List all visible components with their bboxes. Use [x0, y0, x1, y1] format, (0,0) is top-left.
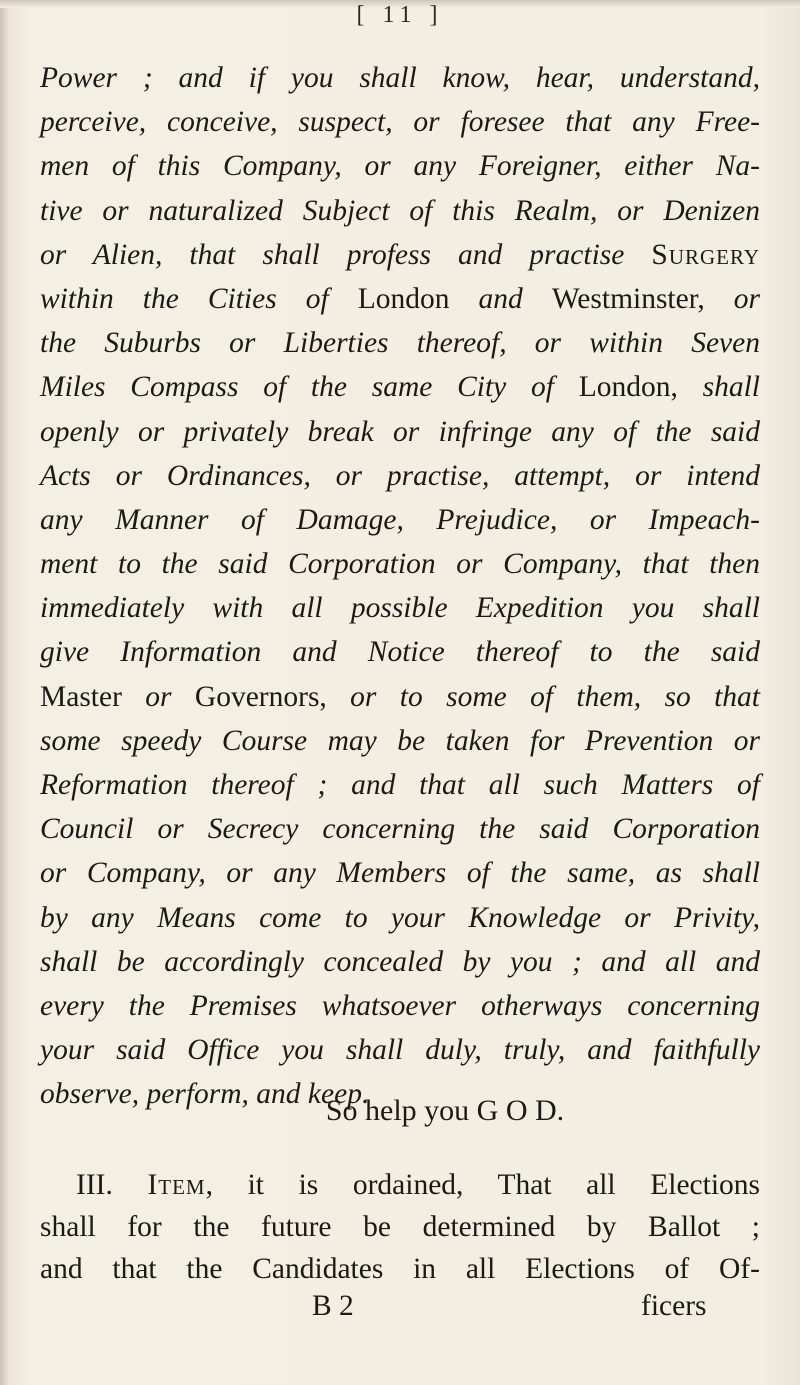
oath-line	[40, 807, 760, 851]
oath-line	[40, 498, 760, 542]
item-iii-paragraph	[40, 1164, 760, 1290]
text-run: men of this Company, or any Foreigner, either Na-	[40, 150, 760, 183]
oath-line	[40, 542, 760, 586]
text-run: Reformation thereof ; and that all such Matters of	[40, 769, 760, 801]
text-run: or Company, or any Members of the same, as shall	[40, 857, 760, 890]
text-run: shall be accordingly concealed by you ; and all and	[40, 945, 760, 978]
catchword: ficers	[641, 1290, 707, 1322]
text-run: give Information and Notice thereof to the said	[40, 636, 760, 669]
text-run: Item	[147, 1169, 206, 1201]
text-run: by any Means come to your Knowledge or Privity,	[40, 901, 760, 934]
text-run: Surgery	[651, 238, 760, 271]
text-run: Governors,	[194, 680, 327, 713]
oath-line	[40, 1028, 760, 1072]
text-run: immediately with all possible Expedition you shall	[40, 592, 760, 625]
oath-line	[40, 763, 760, 807]
text-run: openly or privately break or infringe any of the said	[40, 415, 760, 448]
oath-line	[40, 410, 760, 454]
text-run: within the Cities of	[40, 282, 358, 315]
oath-line	[40, 233, 760, 277]
text-run: or	[121, 680, 195, 713]
oath-line	[40, 940, 760, 984]
oath-closing: So help you G O D.	[325, 1094, 565, 1127]
item-line	[40, 1206, 760, 1248]
item-line	[40, 1164, 760, 1206]
oath-line	[40, 675, 760, 719]
oath-line	[40, 454, 760, 498]
text-run: Westminster,	[551, 282, 705, 315]
text-run: or to some of them, so that	[326, 680, 761, 713]
text-run: III.	[76, 1169, 148, 1201]
page-gutter-shadow	[0, 0, 8, 1385]
text-run: or	[704, 282, 761, 315]
text-run: your said Office you shall duly, truly, and faithfully	[40, 1034, 760, 1067]
oath-line	[40, 365, 760, 409]
item-line	[40, 1248, 760, 1290]
oath-line	[40, 984, 760, 1028]
oath-line	[40, 851, 760, 895]
text-run: or Alien, that shall profess and practise	[40, 238, 652, 271]
text-run: and that the Candidates in all Elections of Of-	[40, 1253, 760, 1285]
text-run: every the Premises whatsoever otherways concerning	[40, 989, 760, 1022]
text-run: Master	[40, 680, 122, 713]
text-run: London,	[578, 371, 678, 404]
text-run: observe, perform, and keep.	[40, 1078, 370, 1111]
text-run: Power ; and if you shall know, hear, understand,	[40, 62, 760, 94]
text-run: tive or naturalized Subject of this Realm, or Denizen	[40, 194, 760, 227]
text-run: , it is ordained, That all Elections	[205, 1169, 760, 1201]
oath-line	[40, 56, 760, 100]
text-run: and	[449, 282, 552, 315]
oath-line	[40, 896, 760, 940]
text-run: ment to the said Corporation or Company, that then	[40, 548, 760, 581]
text-run: some speedy Course may be taken for Prevention or	[40, 724, 760, 757]
oath-line	[40, 719, 760, 763]
oath-line	[40, 586, 760, 630]
page-number: [ 11 ]	[356, 2, 444, 28]
oath-line	[40, 321, 760, 365]
oath-paragraph	[40, 56, 760, 1117]
text-run: Council or Secrecy concerning the said Corporation	[40, 813, 760, 846]
text-run: shall for the future be determined by Ballot ;	[40, 1211, 760, 1243]
text-run: Miles Compass of the same City of	[40, 371, 579, 404]
text-run: any Manner of Damage, Prejudice, or Impeach-	[40, 503, 760, 536]
oath-line	[40, 277, 760, 321]
oath-line	[40, 630, 760, 674]
text-run: the Suburbs or Liberties thereof, or within Seven	[40, 327, 760, 360]
text-run: Acts or Ordinances, or practise, attempt, or intend	[40, 459, 760, 492]
text-run: perceive, conceive, suspect, or foresee that any Free-	[40, 106, 760, 139]
oath-line	[40, 100, 760, 144]
signature-mark: B 2	[312, 1290, 354, 1322]
oath-line	[40, 189, 760, 233]
oath-line	[40, 144, 760, 188]
text-run: shall	[677, 371, 760, 404]
text-run: London	[357, 282, 450, 315]
